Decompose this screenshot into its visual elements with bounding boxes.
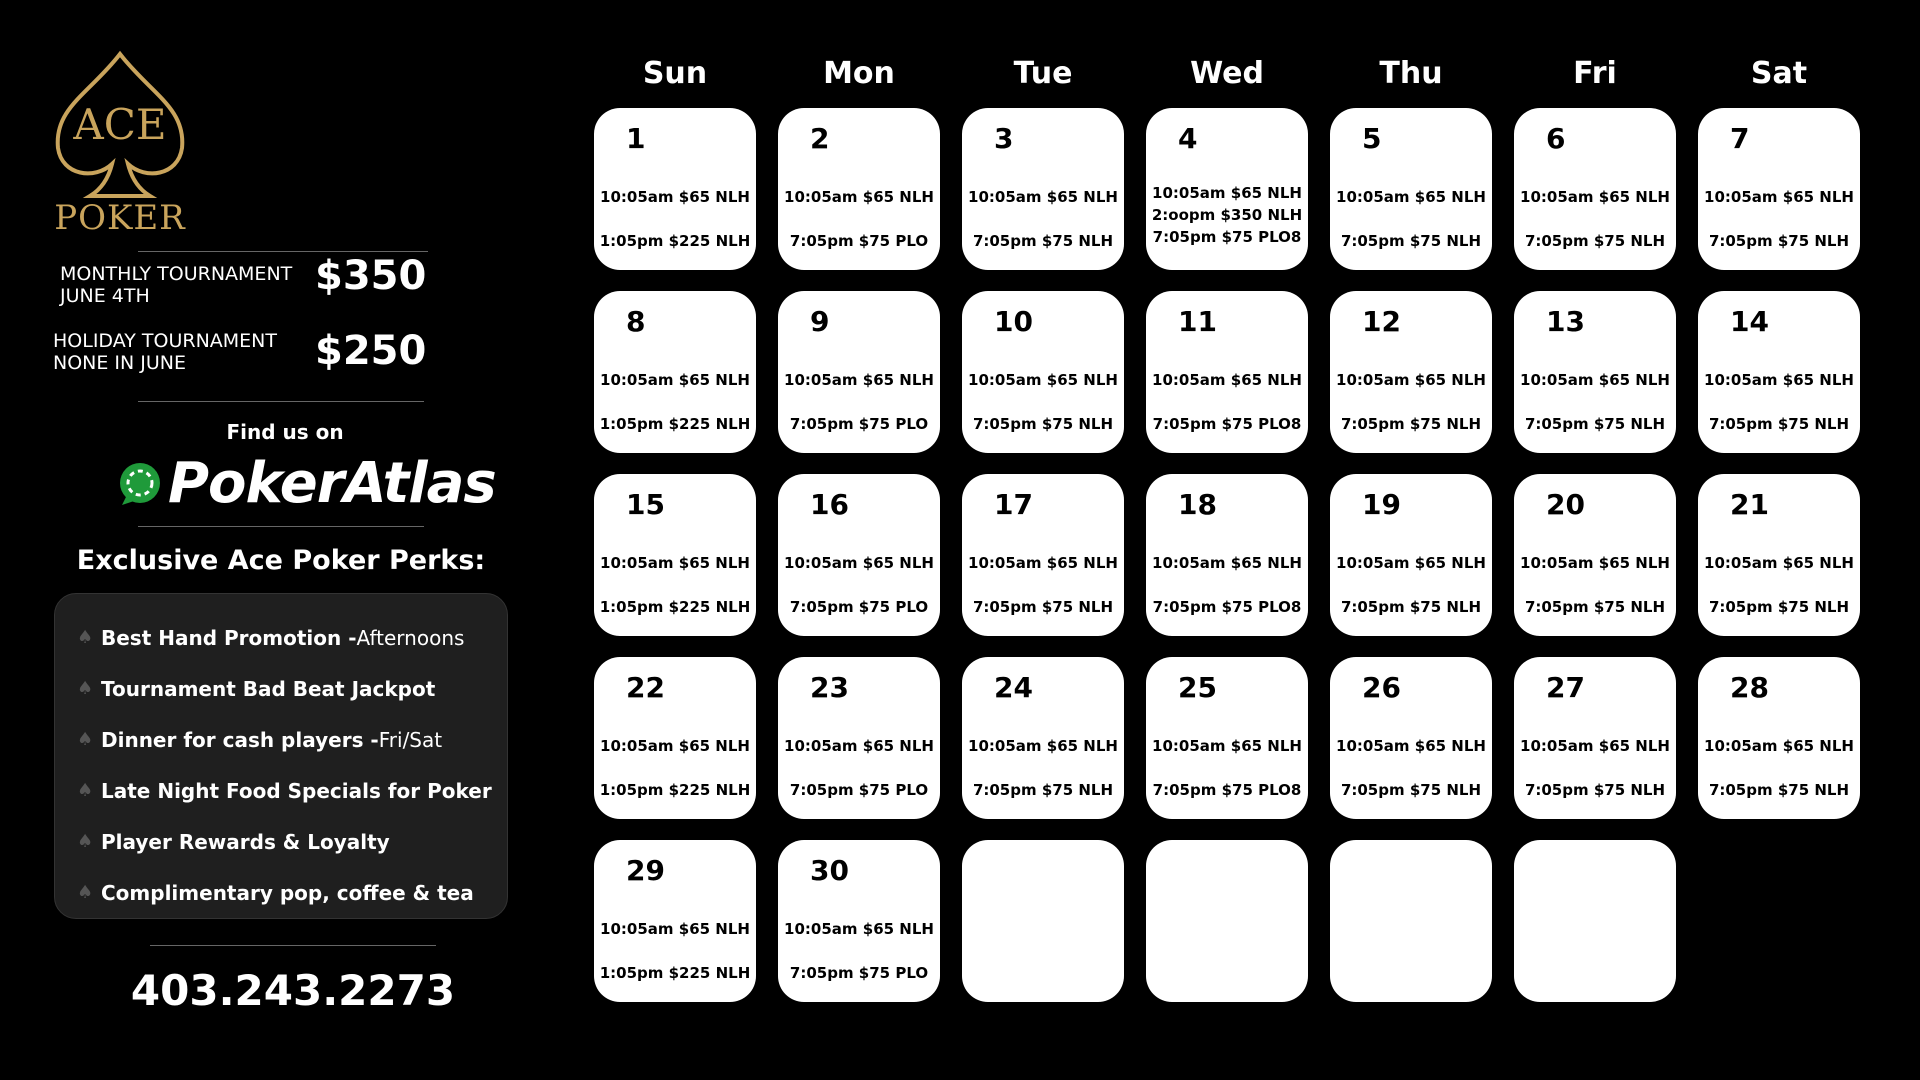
event-entry: 10:05am $65 NLH — [1336, 554, 1486, 572]
event-entry: 7:05pm $75 PLO — [789, 232, 929, 250]
event-entry: 10:05am $65 NLH — [968, 554, 1118, 572]
day-number: 4 — [1178, 122, 1198, 155]
event-entry: 7:05pm $75 NLH — [1340, 415, 1482, 433]
calendar-day-12[interactable] — [1330, 291, 1492, 453]
event-entry: 7:05pm $75 NLH — [1708, 232, 1850, 250]
weekday-header: Fri — [1573, 56, 1617, 91]
event-entry: 7:05pm $75 NLH — [1524, 232, 1666, 250]
calendar-day-7[interactable] — [1698, 108, 1860, 270]
spade-icon: ♠ — [77, 780, 94, 801]
event-entry: 10:05am $65 NLH — [1336, 371, 1486, 389]
weekday-header: Mon — [823, 56, 895, 91]
day-number: 13 — [1546, 305, 1585, 338]
calendar-day-19[interactable] — [1330, 474, 1492, 636]
poker-chip-icon — [118, 461, 162, 505]
event-entry: 7:05pm $75 NLH — [1524, 781, 1666, 799]
day-number: 6 — [1546, 122, 1566, 155]
day-number: 11 — [1178, 305, 1217, 338]
event-entry: 7:05pm $75 PLO — [789, 415, 929, 433]
event-entry: 10:05am $65 NLH — [600, 554, 750, 572]
event-entry: 7:05pm $75 NLH — [1708, 415, 1850, 433]
day-number: 25 — [1178, 671, 1217, 704]
calendar-day-1[interactable] — [594, 108, 756, 270]
event-entry: 10:05am $65 NLH — [600, 188, 750, 206]
day-number: 9 — [810, 305, 830, 338]
day-number: 12 — [1362, 305, 1401, 338]
event-entry: 10:05am $65 NLH — [600, 920, 750, 938]
perk-label: Dinner for cash players - — [101, 727, 379, 752]
day-number: 21 — [1730, 488, 1769, 521]
calendar-day-2[interactable] — [778, 108, 940, 270]
event-entry: 10:05am $65 NLH — [968, 737, 1118, 755]
weekday-header: Sun — [642, 56, 708, 91]
perk-detail: Fri/Sat — [378, 727, 443, 752]
calendar-day-4[interactable] — [1146, 108, 1308, 270]
divider — [138, 401, 424, 402]
event-entry: 7:05pm $75 NLH — [972, 232, 1114, 250]
calendar-day-18[interactable] — [1146, 474, 1308, 636]
calendar-empty-cell[interactable] — [1330, 840, 1492, 1002]
event-entry: 10:05am $65 NLH — [1520, 554, 1670, 572]
spade-icon: ♠ — [77, 831, 94, 852]
calendar-day-28[interactable] — [1698, 657, 1860, 819]
event-entry: 1:05pm $225 NLH — [599, 781, 751, 799]
calendar-day-8[interactable] — [594, 291, 756, 453]
calendar-day-16[interactable] — [778, 474, 940, 636]
calendar-day-30[interactable] — [778, 840, 940, 1002]
perk-item — [55, 765, 507, 816]
calendar-day-27[interactable] — [1514, 657, 1676, 819]
event-entry: 10:05am $65 NLH — [1704, 371, 1854, 389]
divider — [138, 526, 424, 527]
event-entry: 7:05pm $75 PLO — [789, 964, 929, 982]
event-entry: 7:05pm $75 NLH — [1524, 415, 1666, 433]
holiday-tournament-label — [53, 330, 277, 374]
calendar-day-24[interactable] — [962, 657, 1124, 819]
calendar-day-14[interactable] — [1698, 291, 1860, 453]
day-number: 10 — [994, 305, 1033, 338]
event-entry: 7:05pm $75 PLO — [789, 781, 929, 799]
event-entry: 10:05am $65 NLH — [1152, 737, 1302, 755]
perk-label: Player Rewards & Loyalty — [101, 829, 390, 854]
monthly-tournament-date: JUNE 4TH — [60, 285, 150, 307]
event-entry: 10:05am $65 NLH — [1520, 188, 1670, 206]
day-number: 2 — [810, 122, 830, 155]
perk-label: Best Hand Promotion - — [101, 625, 357, 650]
calendar-day-22[interactable] — [594, 657, 756, 819]
event-entry: 1:05pm $225 NLH — [599, 415, 751, 433]
event-entry: 10:05am $65 NLH — [1520, 737, 1670, 755]
event-entry: 10:05am $65 NLH — [1704, 188, 1854, 206]
weekday-header: Tue — [1013, 56, 1073, 91]
poker-atlas-logo[interactable] — [118, 448, 496, 518]
calendar-empty-cell[interactable] — [1514, 840, 1676, 1002]
event-entry: 10:05am $65 NLH — [1520, 371, 1670, 389]
day-number: 29 — [626, 854, 665, 887]
event-entry: 10:05am $65 NLH — [1152, 554, 1302, 572]
event-entry: 10:05am $65 NLH — [784, 554, 934, 572]
weekday-header: Thu — [1379, 56, 1443, 91]
event-entry: 10:05am $65 NLH — [784, 188, 934, 206]
calendar-day-9[interactable] — [778, 291, 940, 453]
monthly-tournament-title: MONTHLY TOURNAMENT — [60, 263, 293, 285]
calendar-day-23[interactable] — [778, 657, 940, 819]
event-entry: 10:05am $65 NLH — [1152, 184, 1302, 202]
event-entry: 1:05pm $225 NLH — [599, 598, 751, 616]
calendar-day-6[interactable] — [1514, 108, 1676, 270]
perk-detail: Afternoons — [356, 625, 465, 650]
spade-icon: ♠ — [77, 729, 94, 750]
spade-icon: ♠ — [77, 882, 94, 903]
event-entry: 7:05pm $75 NLH — [1524, 598, 1666, 616]
day-number: 5 — [1362, 122, 1382, 155]
event-entry: 10:05am $65 NLH — [1336, 188, 1486, 206]
holiday-tournament-title: HOLIDAY TOURNAMENT — [53, 330, 277, 352]
event-entry: 7:05pm $75 PLO8 — [1152, 781, 1302, 799]
holiday-tournament-date: NONE IN JUNE — [53, 352, 187, 374]
ace-poker-logo — [50, 48, 190, 238]
divider — [138, 251, 428, 252]
logo-poker-text: POKER — [54, 198, 186, 238]
day-number: 16 — [810, 488, 849, 521]
info-panel — [0, 0, 570, 1080]
calendar-day-10[interactable] — [962, 291, 1124, 453]
event-entry: 10:05am $65 NLH — [600, 737, 750, 755]
holiday-tournament-amount: $250 — [315, 328, 427, 374]
day-number: 8 — [626, 305, 646, 338]
event-entry: 7:05pm $75 PLO — [789, 598, 929, 616]
day-number: 26 — [1362, 671, 1401, 704]
day-number: 3 — [994, 122, 1014, 155]
calendar-day-13[interactable] — [1514, 291, 1676, 453]
day-number: 24 — [994, 671, 1033, 704]
monthly-tournament-label — [60, 263, 292, 307]
event-entry: 2:oopm $350 NLH — [1151, 206, 1303, 224]
event-entry: 7:05pm $75 NLH — [1340, 598, 1482, 616]
day-number: 23 — [810, 671, 849, 704]
day-number: 7 — [1730, 122, 1750, 155]
event-entry: 7:05pm $75 PLO8 — [1152, 415, 1302, 433]
perk-item — [55, 816, 507, 867]
day-number: 15 — [626, 488, 665, 521]
event-entry: 10:05am $65 NLH — [1336, 737, 1486, 755]
perks-list — [54, 593, 508, 919]
day-number: 30 — [810, 854, 849, 887]
calendar-day-29[interactable] — [594, 840, 756, 1002]
event-entry: 10:05am $65 NLH — [968, 371, 1118, 389]
calendar-day-5[interactable] — [1330, 108, 1492, 270]
weekday-header: Wed — [1190, 56, 1264, 91]
event-entry: 7:05pm $75 NLH — [972, 781, 1114, 799]
spade-icon: ♠ — [77, 678, 94, 699]
perk-item — [55, 714, 507, 765]
event-entry: 10:05am $65 NLH — [600, 371, 750, 389]
monthly-tournament-amount: $350 — [315, 253, 427, 299]
calendar-day-3[interactable] — [962, 108, 1124, 270]
event-entry: 10:05am $65 NLH — [784, 371, 934, 389]
calendar-empty-cell[interactable] — [1146, 840, 1308, 1002]
event-entry: 10:05am $65 NLH — [1152, 371, 1302, 389]
day-number: 19 — [1362, 488, 1401, 521]
calendar-day-11[interactable] — [1146, 291, 1308, 453]
calendar-day-25[interactable] — [1146, 657, 1308, 819]
calendar-day-21[interactable] — [1698, 474, 1860, 636]
perk-label: Tournament Bad Beat Jackpot — [101, 676, 436, 701]
event-entry: 7:05pm $75 PLO8 — [1152, 228, 1302, 246]
calendar-day-26[interactable] — [1330, 657, 1492, 819]
perk-item — [55, 663, 507, 714]
calendar-day-17[interactable] — [962, 474, 1124, 636]
event-entry: 10:05am $65 NLH — [968, 188, 1118, 206]
calendar-day-20[interactable] — [1514, 474, 1676, 636]
perk-item — [55, 867, 507, 918]
day-number: 17 — [994, 488, 1033, 521]
event-entry: 7:05pm $75 NLH — [1340, 781, 1482, 799]
day-number: 14 — [1730, 305, 1769, 338]
perk-label: Late Night Food Specials for Poker — [101, 778, 492, 803]
event-entry: 7:05pm $75 PLO8 — [1152, 598, 1302, 616]
phone-number[interactable]: 403.243.2273 — [130, 966, 456, 1015]
day-number: 1 — [626, 122, 646, 155]
event-entry: 7:05pm $75 NLH — [972, 415, 1114, 433]
perk-label: Complimentary pop, coffee & tea — [101, 880, 474, 905]
event-entry: 10:05am $65 NLH — [784, 737, 934, 755]
perk-item — [55, 612, 507, 663]
event-entry: 1:05pm $225 NLH — [599, 964, 751, 982]
event-entry: 7:05pm $75 NLH — [1340, 232, 1482, 250]
day-number: 22 — [626, 671, 665, 704]
day-number: 27 — [1546, 671, 1585, 704]
day-number: 18 — [1178, 488, 1217, 521]
day-number: 28 — [1730, 671, 1769, 704]
event-entry: 10:05am $65 NLH — [1704, 737, 1854, 755]
event-entry: 7:05pm $75 NLH — [972, 598, 1114, 616]
logo-ace-text: ACE — [73, 100, 167, 149]
find-us-label: Find us on — [226, 420, 344, 444]
event-entry: 7:05pm $75 NLH — [1708, 598, 1850, 616]
perks-title: Exclusive Ace Poker Perks: — [76, 545, 486, 576]
event-entry: 7:05pm $75 NLH — [1708, 781, 1850, 799]
spade-icon: ♠ — [77, 627, 94, 648]
event-entry: 10:05am $65 NLH — [784, 920, 934, 938]
calendar-empty-cell[interactable] — [962, 840, 1124, 1002]
poker-atlas-text: PokerAtlas — [168, 450, 496, 516]
divider — [150, 945, 436, 946]
calendar-day-15[interactable] — [594, 474, 756, 636]
day-number: 20 — [1546, 488, 1585, 521]
weekday-header: Sat — [1750, 56, 1808, 91]
event-entry: 10:05am $65 NLH — [1704, 554, 1854, 572]
event-entry: 1:05pm $225 NLH — [599, 232, 751, 250]
